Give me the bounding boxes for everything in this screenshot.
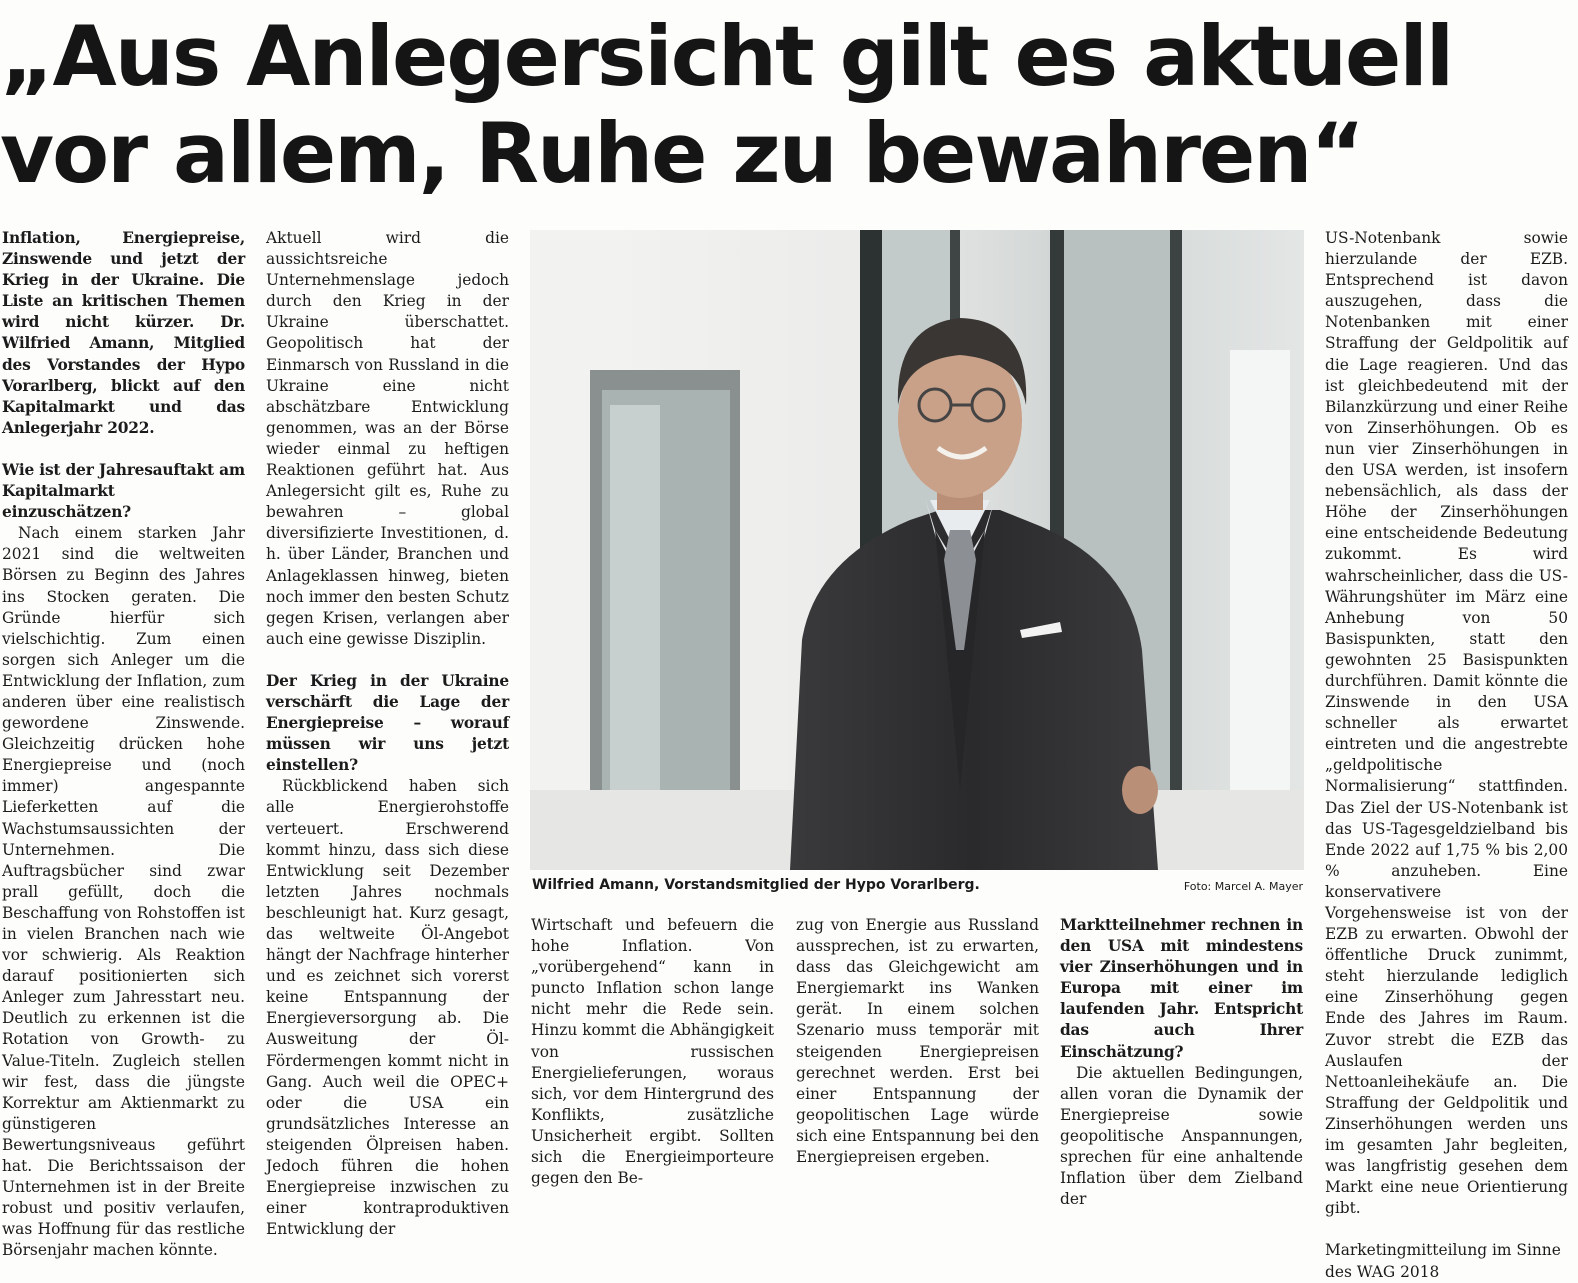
answer-2-end: zug von Energie aus Russland aussprechen, ist zu erwarten, dass das Gleichgewicht am Energiemarkt ins Wanken gerät. In einem solchen Szenario muss temporär mit steigenden Energiepreisen gerechnet werden. Erst bei einer Entspannung der geopolitischen Lage würde sich eine Entspannung bei den Energiepreisen ergeben.: [796, 916, 1039, 1167]
headline-line-2: vor allem, Ruhe zu bewahren“: [0, 105, 1363, 202]
headline: [0, 8, 1578, 202]
question-2: Der Krieg in der Ukraine verschärft die Lage der Energiepreise – worauf müssen wir uns jetzt einstellen?: [266, 671, 509, 775]
answer-1: Nach einem starken Jahr 2021 sind die weltweiten Börsen zu Beginn des Jahres ins Stocken geraten. Die Gründe hierfür sich vielschichtig. Zum einen sorgen sich Anleger um die Entwicklung der Inflation, zum anderen über eine realistisch gewordene Zinswende. Gleichzeitig drücken hohe Energiepreise und (noch immer) angespannte Lieferketten auf die Wachstumsaussichten der Unternehmen. Die Auftragsbücher sind zwar prall gefüllt, doch die Beschaffung von Rohstoffen ist in vielen Branchen nach wie vor schwierig. Als Reaktion darauf positionierten sich Anleger zum Jahresstart neu. Deutlich zu erkennen ist die Rotation von Growth- zu Value-Titeln. Zugleich stellen wir fest, dass die jüngste Korrektur am Aktienmarkt zu günstigeren Bewertungsniveaus geführt hat. Die Berichtssaison der Unternehmen ist in der Breite robust und positiv verlaufen, was Hoffnung für das restliche Börsenjahr machen könnte.: [2, 524, 245, 1260]
portrait-photo: [530, 230, 1304, 870]
answer-2: Rückblickend haben sich alle Energierohstoffe verteuert. Erschwerend kommt hinzu, dass sich diese Entwicklung seit Dezember letzten Jahres nochmals beschleunigt hat. Kurz gesagt, das weltweite Öl-Angebot hängt der Nachfrage hinterher und es zeichnet sich vorerst keine Entspannung der Energieversorgung ab. Die Ausweitung der Öl-Fördermengen kommt nicht in Gang. Auch weil die OPEC+ oder die USA ein grundsätzliches Interesse an steigenden Ölpreisen haben. Jedoch führen die hohen Energiepreise inzwischen zu einer kontraproduktiven Entwicklung der: [266, 777, 509, 1239]
lead-paragraph: Inflation, Energiepreise, Zinswende und jetzt der Krieg in der Ukraine. Die Liste an kritischen Themen wird nicht kürzer. Dr. Wilfried Amann, Mitglied des Vorstandes der Hypo Vorarlberg, blickt auf den Kapitalmarkt und das Anlegerjahr 2022.: [2, 229, 245, 437]
article-column-3: [531, 915, 774, 1188]
answer-3: Die aktuellen Bedingungen, allen voran die Dynamik der Energiepreise sowie geopolitische Anspannungen, sprechen für eine anhaltende Inflation über dem Zielband der: [1060, 1063, 1303, 1209]
caption-text: Wilfried Amann, Vorstandsmitglied der Hypo Vorarlberg.: [532, 877, 980, 893]
photo-credit: Foto: Marcel A. Mayer: [1183, 880, 1303, 893]
article-column-5: [1060, 915, 1303, 1209]
portrait-illustration: [530, 230, 1304, 870]
answer-1-continued: Aktuell wird die aussichtsreiche Unternehmenslage jedoch durch den Krieg in der Ukraine überschattet. Geopolitisch hat der Einmarsch von Russland in die Ukraine eine nicht abschätzbare Entwicklung genommen, was an der Börse wieder einmal zu heftigen Reaktionen geführt hat. Aus Anlegersicht gilt es, Ruhe zu bewahren – global diversifizierte Investitionen, d. h. über Länder, Branchen und Anlageklassen hinweg, bieten noch immer den besten Schutz gegen Krisen, verlangen aber auch eine gewisse Disziplin.: [266, 229, 509, 648]
headline-line-1: „Aus Anlegersicht gilt es aktuell: [0, 8, 1453, 105]
answer-3-continued: US-Notenbank sowie hierzulande der EZB. Entsprechend ist davon auszugehen, dass die Notenbanken mit einer Straffung der Geldpolitik auf die Lage reagieren. Und das ist gleichbedeutend mit der Bilanzkürzung und einer Reihe von Zinserhöhungen. Ob es nun vier Zinserhöhungen in den USA werden, ist insofern nebensächlich, als dass der Höhe der Zinserhöhungen eine entscheidende Bedeutung zukommt. Es wird wahrscheinlicher, dass die US-Währungshüter im März eine Anhebung von 50 Basispunkten, statt den gewohnten 25 Basispunkten durchführen. Damit könnte die Zinswende in den USA schneller als erwartet eintreten und die angestrebte „geldpolitische Normalisierung“ stattfinden. Das Ziel der US-Notenbank ist das US-Tagesgeldzielband bis Ende 2022 auf 1,75 % bis 2,00 % anzuheben. Eine konservativere Vorgehensweise ist von der EZB zu erwarten. Obwohl der öffentliche Druck zunimmt, steht hierzulande lediglich eine Zinserhöhung gegen Ende des Jahres im Raum. Zuvor strebt die EZB das Auslaufen der Nettoanleihekäufe an. Die Straffung der Geldpolitik und Zinserhöhungen werden uns im gesamten Jahr begleiten, was langfristig gesehen dem Markt eine neue Orientierung gibt.: [1325, 229, 1568, 1218]
question-1: Wie ist der Jahresauftakt am Kapitalmarkt einzuschätzen?: [2, 460, 245, 522]
marketing-disclaimer: Marketingmitteilung im Sinne des WAG 2018: [1325, 1241, 1561, 1281]
question-3: Marktteilnehmer rechnen in den USA mit mindestens vier Zinserhöhungen und in Europa mit einer im laufenden Jahr. Entspricht das auch Ihrer Einschätzung?: [1060, 916, 1303, 1061]
answer-2-continued: Wirtschaft und befeuern die hohe Inflation. Von „vorübergehend“ kann in puncto Inflation schon lange nicht mehr die Rede sein. Hinzu kommt die Abhängigkeit von russischen Energielieferungen, woraus sich, vor dem Hintergrund des Konflikts, zusätzliche Unsicherheit ergibt. Sollten sich die Energieimporteure gegen den Be-: [531, 916, 774, 1188]
article-column-1: [2, 228, 245, 1260]
article-column-4: [796, 915, 1039, 1175]
article-column-2: [266, 228, 509, 1239]
photo-caption: [532, 875, 1303, 895]
article-column-6: [1325, 228, 1568, 1281]
